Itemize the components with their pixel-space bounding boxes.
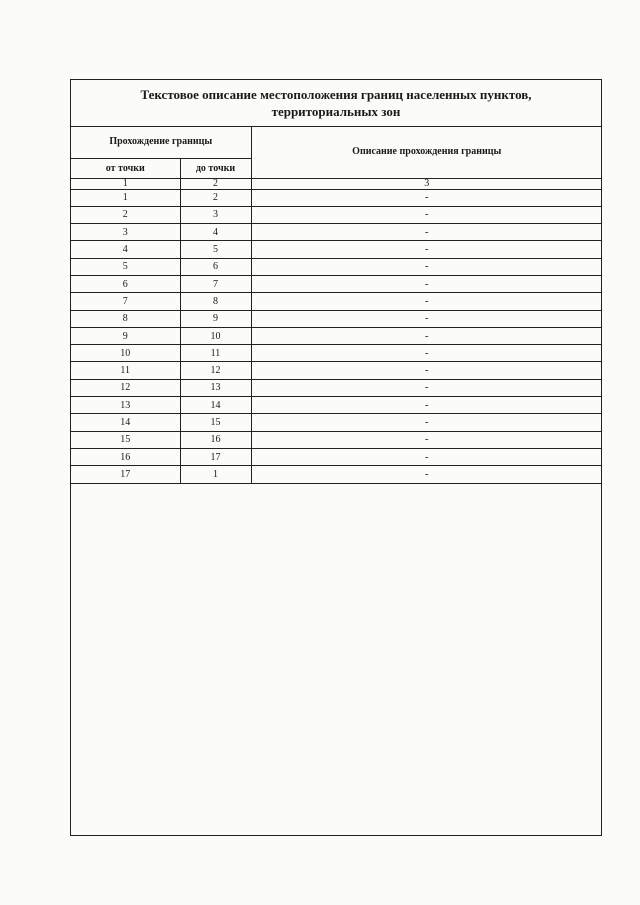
to-point-cell: 10 — [180, 327, 251, 344]
table-row — [71, 275, 602, 292]
table-row — [71, 293, 602, 310]
header-to-point: до точки — [180, 158, 251, 178]
table-row — [71, 224, 602, 241]
from-point-cell: 11 — [71, 362, 180, 379]
table-row — [71, 414, 602, 431]
column-number-3: 3 — [251, 178, 602, 189]
description-cell: - — [251, 466, 602, 483]
from-point-cell: 15 — [71, 431, 180, 448]
from-point-cell: 13 — [71, 397, 180, 414]
to-point-cell: 5 — [180, 241, 251, 258]
document-frame — [70, 79, 602, 836]
to-point-cell: 8 — [180, 293, 251, 310]
table-row — [71, 345, 602, 362]
header-from-point: от точки — [71, 158, 180, 178]
to-point-cell: 17 — [180, 448, 251, 465]
description-cell: - — [251, 224, 602, 241]
title-line-2: территориальных зон — [271, 104, 401, 119]
to-point-cell: 3 — [180, 206, 251, 223]
to-point-cell: 2 — [180, 189, 251, 206]
from-point-cell: 6 — [71, 275, 180, 292]
document-title — [71, 80, 601, 127]
to-point-cell: 7 — [180, 275, 251, 292]
description-cell: - — [251, 241, 602, 258]
description-cell: - — [251, 397, 602, 414]
table-row — [71, 448, 602, 465]
table-row — [71, 397, 602, 414]
description-cell: - — [251, 258, 602, 275]
description-cell: - — [251, 362, 602, 379]
to-point-cell: 16 — [180, 431, 251, 448]
description-cell: - — [251, 448, 602, 465]
description-cell: - — [251, 293, 602, 310]
from-point-cell: 12 — [71, 379, 180, 396]
from-point-cell: 16 — [71, 448, 180, 465]
from-point-cell: 17 — [71, 466, 180, 483]
from-point-cell: 2 — [71, 206, 180, 223]
description-cell: - — [251, 379, 602, 396]
table-row — [71, 258, 602, 275]
description-cell: - — [251, 189, 602, 206]
column-number-2: 2 — [180, 178, 251, 189]
description-cell: - — [251, 431, 602, 448]
from-point-cell: 4 — [71, 241, 180, 258]
table-body — [71, 189, 602, 483]
title-line-1: Текстовое описание местоположения границ населенных пунктов, — [140, 87, 532, 102]
header-description: Описание прохождения границы — [251, 126, 602, 178]
description-cell: - — [251, 206, 602, 223]
table-row — [71, 206, 602, 223]
table-row — [71, 241, 602, 258]
from-point-cell: 10 — [71, 345, 180, 362]
description-cell: - — [251, 310, 602, 327]
boundary-table — [71, 126, 602, 484]
to-point-cell: 4 — [180, 224, 251, 241]
description-cell: - — [251, 414, 602, 431]
header-boundary-passage: Прохождение границы — [71, 126, 251, 158]
to-point-cell: 9 — [180, 310, 251, 327]
from-point-cell: 5 — [71, 258, 180, 275]
to-point-cell: 14 — [180, 397, 251, 414]
table-row — [71, 189, 602, 206]
from-point-cell: 14 — [71, 414, 180, 431]
description-cell: - — [251, 327, 602, 344]
table-row — [71, 431, 602, 448]
from-point-cell: 3 — [71, 224, 180, 241]
table-row — [71, 362, 602, 379]
to-point-cell: 13 — [180, 379, 251, 396]
description-cell: - — [251, 345, 602, 362]
to-point-cell: 11 — [180, 345, 251, 362]
table-row — [71, 379, 602, 396]
from-point-cell: 1 — [71, 189, 180, 206]
description-cell: - — [251, 275, 602, 292]
from-point-cell: 9 — [71, 327, 180, 344]
to-point-cell: 15 — [180, 414, 251, 431]
table-row — [71, 310, 602, 327]
to-point-cell: 6 — [180, 258, 251, 275]
to-point-cell: 1 — [180, 466, 251, 483]
table-row — [71, 327, 602, 344]
to-point-cell: 12 — [180, 362, 251, 379]
from-point-cell: 8 — [71, 310, 180, 327]
column-number-1: 1 — [71, 178, 180, 189]
from-point-cell: 7 — [71, 293, 180, 310]
table-row — [71, 466, 602, 483]
